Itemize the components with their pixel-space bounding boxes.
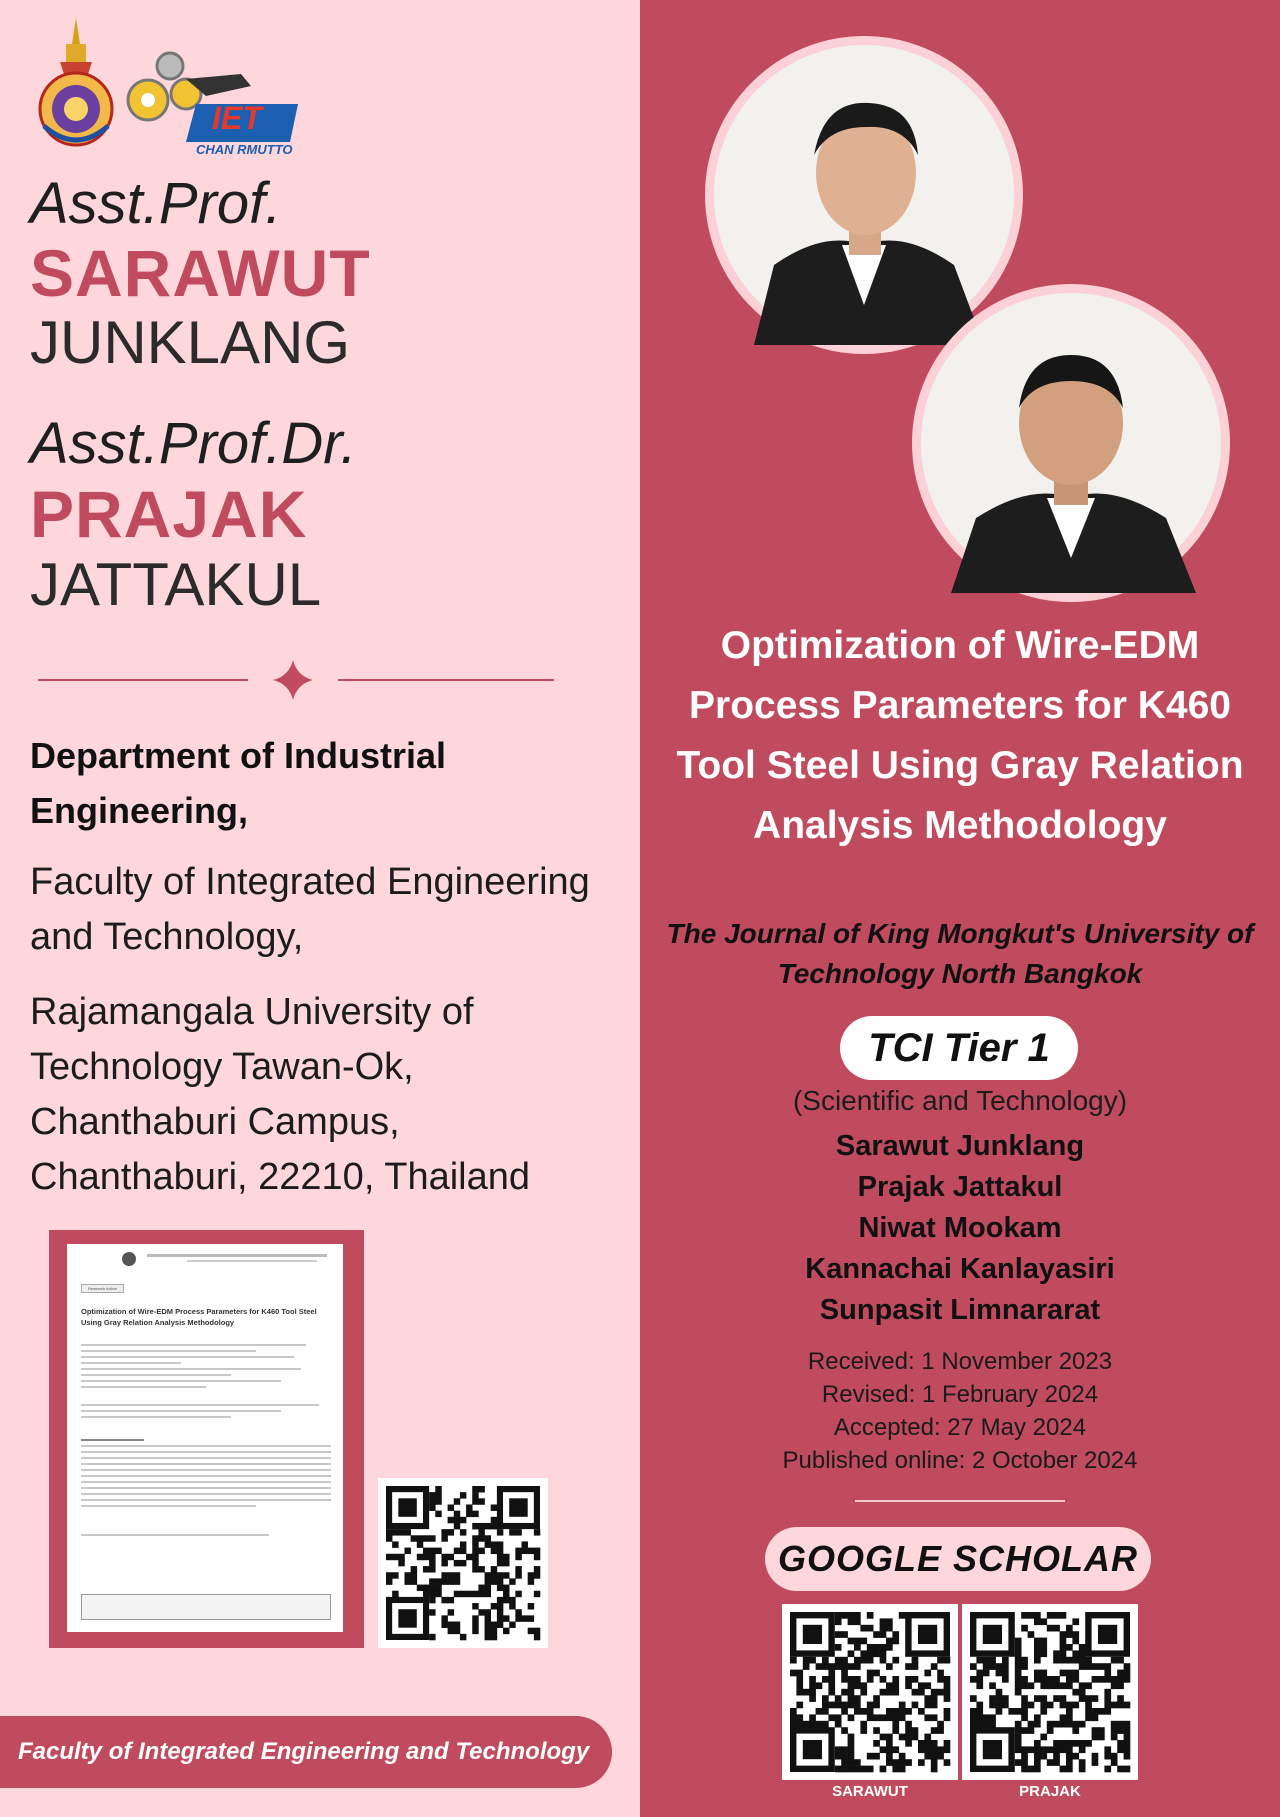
- paper-abstract-block: [81, 1439, 331, 1511]
- address-line: Chanthaburi Campus,: [30, 1101, 400, 1143]
- tci-subtitle: (Scientific and Technology): [792, 1085, 1128, 1116]
- google-scholar-heading: GOOGLE SCHOLAR: [765, 1527, 1151, 1591]
- photo-prajak: [912, 284, 1230, 602]
- date-published: Published online: 2 October 2024: [782, 1447, 1138, 1474]
- section-divider: [855, 1500, 1065, 1502]
- date-accepted: Accepted: 27 May 2024: [833, 1414, 1087, 1441]
- tci-tier-badge: TCI Tier 1: [840, 1016, 1078, 1080]
- sparkle-icon: [273, 660, 313, 700]
- paper-header-line: [147, 1254, 327, 1257]
- address-line: Technology Tawan-Ok,: [30, 1046, 414, 1088]
- author-name: Niwat Mookam: [858, 1212, 1062, 1244]
- address-line: Rajamangala University of: [30, 991, 474, 1033]
- person-portrait-icon: [921, 293, 1221, 593]
- paper-header-line: [187, 1260, 317, 1262]
- publication-dates: [660, 1345, 1260, 1477]
- faculty-name: Faculty of Integrated Engineering and Technology,: [30, 861, 590, 958]
- person2-first-name: PRAJAK: [30, 477, 308, 551]
- author-name: Kannachai Kanlayasiri: [805, 1253, 1115, 1285]
- footer-text: Faculty of Integrated Engineering and Technology: [18, 1738, 590, 1765]
- scholar-qr-sarawut[interactable]: [782, 1604, 958, 1780]
- university-address: [30, 985, 620, 1205]
- department-name: Department of Industrial Engineering,: [30, 735, 447, 831]
- paper-preview-frame: [49, 1230, 364, 1648]
- logos: [36, 14, 306, 157]
- scholar-qr-prajak[interactable]: [962, 1604, 1138, 1780]
- svg-text:IET: IET: [212, 100, 262, 136]
- journal-logo-icon: [122, 1252, 136, 1266]
- author-name: Sunpasit Limnararat: [819, 1294, 1101, 1326]
- journal-name: The Journal of King Mongkut's University of Technology North Bangkok: [666, 918, 1254, 989]
- address-line: Chanthaburi, 22210, Thailand: [30, 1156, 531, 1198]
- iet-gear-logo: [128, 53, 298, 157]
- article-title: Optimization of Wire-EDM Process Parameters for K460 Tool Steel Using Gray Relation Analysis Methodology: [676, 624, 1244, 847]
- svg-text:CHAN RMUTTO: CHAN RMUTTO: [196, 142, 293, 157]
- paper-authors-block: [81, 1344, 331, 1392]
- date-revised: Revised: 1 February 2024: [821, 1381, 1099, 1408]
- person2-title: Asst.Prof.Dr.: [30, 411, 357, 476]
- paper-qr-code[interactable]: [378, 1478, 548, 1648]
- person1-title: Asst.Prof.: [30, 171, 282, 236]
- paper-preview: [67, 1244, 343, 1632]
- qr-label-sarawut: SARAWUT: [832, 1783, 908, 1800]
- paper-citation-box: [81, 1594, 331, 1620]
- university-seal-logo: [40, 18, 112, 145]
- right-panel: [640, 0, 1280, 1817]
- paper-label: Research Article: [81, 1284, 124, 1293]
- person1-first-name: SARAWUT: [30, 236, 371, 310]
- person1-last-name: JUNKLANG: [30, 309, 351, 376]
- author-name: Prajak Jattakul: [857, 1171, 1063, 1203]
- author-list: [660, 1126, 1260, 1331]
- paper-title: Optimization of Wire-EDM Process Parameters for K460 Tool Steel Using Gray Relation Analysis Methodology: [81, 1307, 317, 1327]
- qr-label-prajak: PRAJAK: [1019, 1783, 1081, 1800]
- divider-ornament: [38, 660, 554, 700]
- paper-meta-block: [81, 1404, 331, 1422]
- author-name: Sarawut Junklang: [835, 1130, 1085, 1162]
- paper-keywords-block: [81, 1534, 331, 1540]
- person2-last-name: JATTAKUL: [30, 551, 322, 618]
- date-received: Received: 1 November 2023: [807, 1348, 1113, 1375]
- footer-banner: [0, 1716, 612, 1788]
